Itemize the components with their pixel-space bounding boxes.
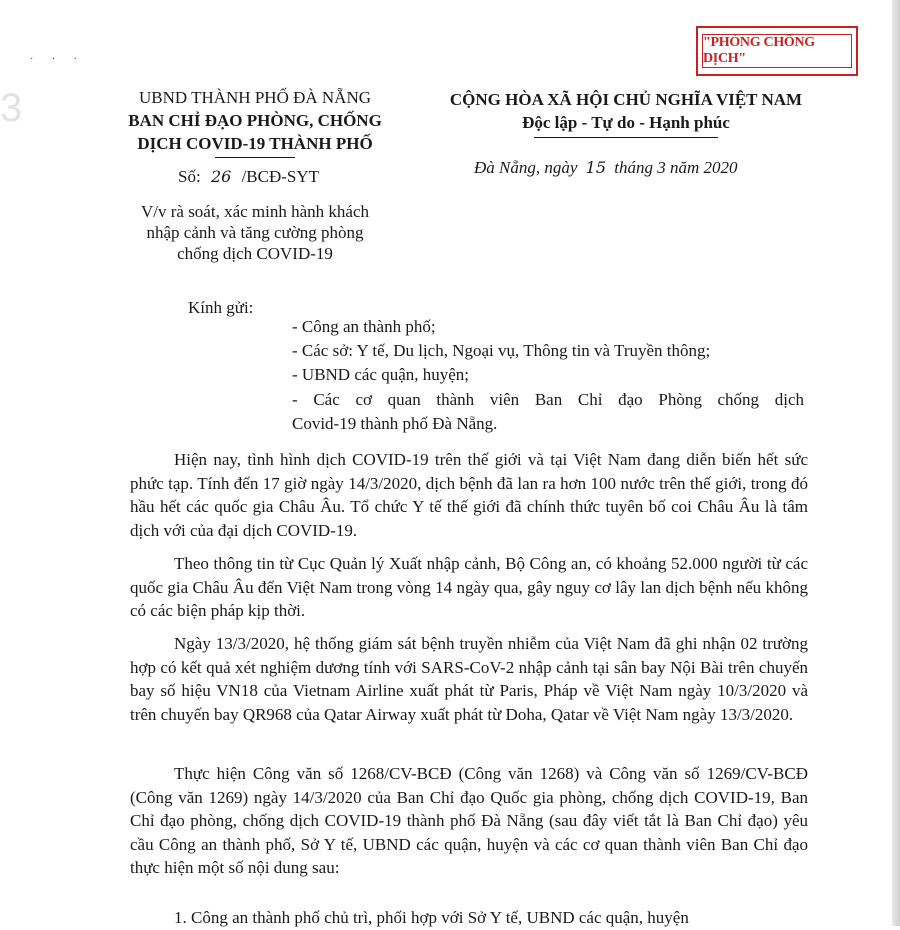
paragraph-directive: Thực hiện Công văn số 1268/CV-BCĐ (Công văn 1268) và Công văn số 1269/CV-BCĐ (Công văn 1269) ngày 14/3/2020 của Ban Chỉ đạo Quốc gia phòng, chống dịch COVID-19, Ban Chỉ đạo phòng, chống dịch COVID-19 thành phố Đà Nẵng (sau đây viết tắt là Ban Chỉ đạo) yêu cầu Công an thành phố, Sở Y tế, UBND các quận, huyện và các cơ quan thành viên Ban Chỉ đạo thực hiện một số nội dung sau:: [130, 764, 808, 877]
committee-name-line2: DỊCH COVID-19 THÀNH PHỐ: [137, 134, 373, 153]
scan-artifact: 3: [0, 86, 23, 130]
motto-underline: [534, 137, 718, 138]
greeting: Kính gửi:: [188, 298, 254, 317]
recipient-2: - Các sở: Y tế, Du lịch, Ngoại vụ, Thông tin và Truyền thông;: [292, 341, 711, 360]
paragraph-context: Hiện nay, tình hình dịch COVID-19 trên thế giới và tại Việt Nam đang diễn biến hết sức phức tạp. Tính đến 17 giờ ngày 14/3/2020, dịch bệnh đã lan ra hơn 100 nước trên thế giới, trong đó hầu hết các quốc gia Châu Âu. Tổ chức Y tế thế giới đã chính thức tuyên bố coi Châu Âu là tâm dịch với của đại dịch COVID-19.: [130, 450, 808, 540]
recipient-3: - UBND các quận, huyện;: [292, 365, 470, 384]
handwritten-number: 26: [210, 167, 232, 186]
stamp-text: "PHÒNG CHỐNG DỊCH": [703, 35, 815, 66]
paragraph-immigration: Theo thông tin từ Cục Quản lý Xuất nhập cảnh, Bộ Công an, có khoảng 52.000 người từ các quốc gia Châu Âu đến Việt Nam trong vòng 14 ngày qua, gây nguy cơ lây lan dịch bệnh nếu không có các biện pháp kịp thời.: [130, 554, 808, 620]
paragraph-item-1: 1. Công an thành phố chủ trì, phối hợp với Sở Y tế, UBND các quận, huyện: [174, 908, 689, 927]
subject-line1: V/v rà soát, xác minh hành khách: [140, 202, 369, 221]
header-underline: [215, 157, 295, 158]
recipient-4-cont: Covid-19 thành phố Đà Nẵng.: [292, 414, 498, 433]
recipient-1: - Công an thành phố;: [292, 317, 436, 336]
handwritten-day: 15: [585, 158, 607, 177]
subject-line2: nhập cảnh và tăng cường phòng: [146, 223, 364, 242]
page-edge-shadow: [892, 0, 900, 926]
national-motto: Độc lập - Tự do - Hạnh phúc: [522, 113, 730, 132]
recipient-4: - Các cơ quan thành viên Ban Chỉ đạo Phòng chống dịch: [292, 390, 804, 409]
paragraph-cases: Ngày 13/3/2020, hệ thống giám sát bệnh truyền nhiễm của Việt Nam đã ghi nhận 02 trường hợp có kết quả xét nghiệm dương tính với SARS-CoV-2 nhập cảnh tại sân bay Nội Bài trên chuyến bay số hiệu VN18 của Vietnam Airline xuất phát từ Paris, Pháp về Việt Nam ngày 10/3/2020 và trên chuyến bay QR968 của Qatar Airway xuất phát từ Doha, Qatar về Việt Nam ngày 13/3/2020.: [130, 634, 808, 724]
document-number: Số: 26 /BCĐ-SYT: [178, 167, 320, 186]
committee-name-line1: BAN CHỈ ĐẠO PHÒNG, CHỐNG: [128, 111, 382, 130]
subject-line3: chống dịch COVID-19: [177, 244, 333, 263]
authority-name: UBND THÀNH PHỐ ĐÀ NẴNG: [138, 88, 372, 107]
scan-specks: · · ·: [30, 54, 85, 65]
anti-epidemic-stamp: [696, 26, 858, 76]
national-title: CỘNG HÒA XÃ HỘI CHỦ NGHĨA VIỆT NAM: [449, 90, 803, 109]
issue-date: Đà Nẵng, ngày 15 tháng 3 năm 2020: [474, 158, 738, 177]
